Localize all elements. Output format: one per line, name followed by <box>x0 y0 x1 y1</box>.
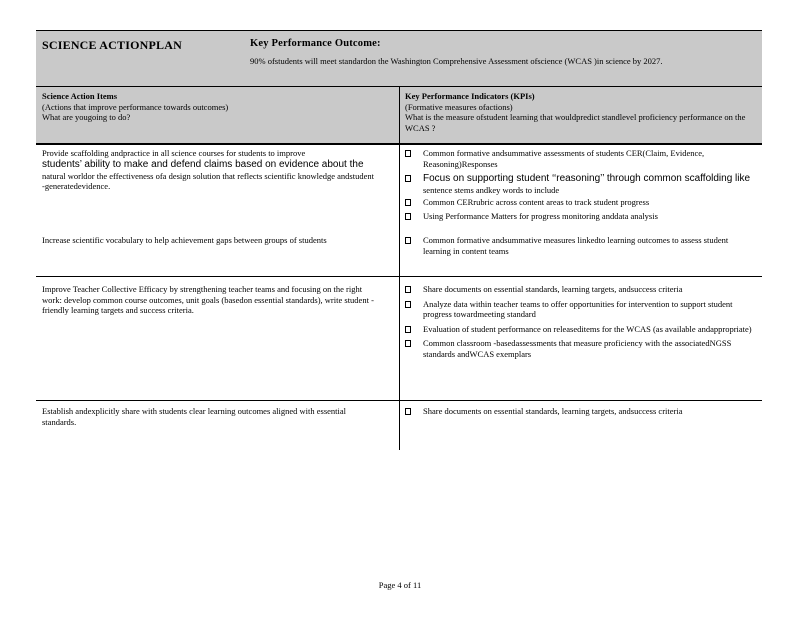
bullet-icon <box>405 301 411 308</box>
kpi-item: Focus on supporting student ‘‘reasoning’’ through common scaffolding like sentence stems andkey words to include <box>405 173 757 196</box>
bullet-icon <box>405 237 411 244</box>
right-column-title: Key Performance Indicators (KPIs) <box>405 91 535 101</box>
bullet-icon <box>405 326 411 333</box>
kpi-item: Common CERrubric across content areas to track student progress <box>405 197 757 208</box>
kpi-item: Common formative andsummative assessments of students CER(Claim, Evidence, Reasoning)Responses <box>405 148 757 169</box>
kpi-item: Common formative andsummative measures linkedto learning outcomes to assess student learning in content teams <box>405 235 757 256</box>
right-column-header <box>405 91 755 133</box>
action-text: Provide scaffolding andpractice in all science courses for students to improve <box>42 148 306 158</box>
left-column-subtitle: (Actions that improve performance towards outcomes) <box>42 101 229 112</box>
right-column-question: What is the measure ofstudent learning that wouldpredict standlevel proficiency performance on the WCAS ? <box>405 112 746 133</box>
left-column-question: What are yougoing to do? <box>42 112 131 122</box>
page-number: Page 4 of 11 <box>378 580 422 590</box>
kpi-list <box>405 284 757 363</box>
action-text: natural worldor the effectiveness ofa design solution that reflects scientific knowledge andstudent -generatedevidence. <box>42 170 374 191</box>
action-text: Improve Teacher Collective Efficacy by strengthening teacher teams and focusing on the right work: develop common course outcomes, unit goals (basedon essential standards), write student -friendly learning targets and success criteria. <box>42 284 374 315</box>
header-divider <box>36 86 762 87</box>
row-divider <box>36 276 762 277</box>
kpi-item: Share documents on essential standards, learning targets, andsuccess criteria <box>405 406 757 417</box>
bullet-icon <box>405 199 411 206</box>
bullet-icon <box>405 286 411 293</box>
kpo-text: 90% ofstudents will meet standardon the Washington Comprehensive Assessment ofscience (WCAS )in science by 2027. <box>250 56 663 66</box>
row-divider <box>36 400 762 401</box>
kpi-item: Evaluation of student performance on releaseditems for the WCAS (as available andappropriate) <box>405 324 757 335</box>
left-column-header <box>42 91 382 123</box>
action-text: Increase scientific vocabulary to help achievement gaps between groups of students <box>42 235 327 245</box>
bullet-icon <box>405 175 411 182</box>
action-item <box>42 284 376 316</box>
row-divider <box>36 143 762 144</box>
kpi-item: Analyze data within teacher teams to offer opportunities for intervention to support student progress towardmeeting standard <box>405 299 757 320</box>
left-column-title: Science Action Items <box>42 91 118 101</box>
kpi-item: Share documents on essential standards, learning targets, andsuccess criteria <box>405 284 757 295</box>
action-text-emphasis: students’ ability to make and defend claims based on evidence about the <box>42 158 364 170</box>
action-item <box>42 406 376 427</box>
kpi-list <box>405 148 757 226</box>
right-column-subtitle: (Formative measures ofactions) <box>405 101 513 112</box>
page-title: SCIENCE ACTIONPLAN <box>42 38 182 52</box>
kpi-list <box>405 406 757 421</box>
action-item <box>42 235 376 246</box>
action-item <box>42 148 376 192</box>
action-plan-table <box>36 30 762 450</box>
kpi-list <box>405 235 757 260</box>
bullet-icon <box>405 150 411 157</box>
kpi-item: Using Performance Matters for progress monitoring anddata analysis <box>405 211 757 222</box>
kpi-item: Common classroom -basedassessments that measure proficiency with the associatedNGSS standards andWCAS exemplars <box>405 338 757 359</box>
column-divider <box>399 86 400 450</box>
bullet-icon <box>405 213 411 220</box>
action-text: Establish andexplicitly share with students clear learning outcomes aligned with essential standards. <box>42 406 347 427</box>
kpo-label: Key Performance Outcome: <box>250 38 381 49</box>
bullet-icon <box>405 340 411 347</box>
bullet-icon <box>405 408 411 415</box>
